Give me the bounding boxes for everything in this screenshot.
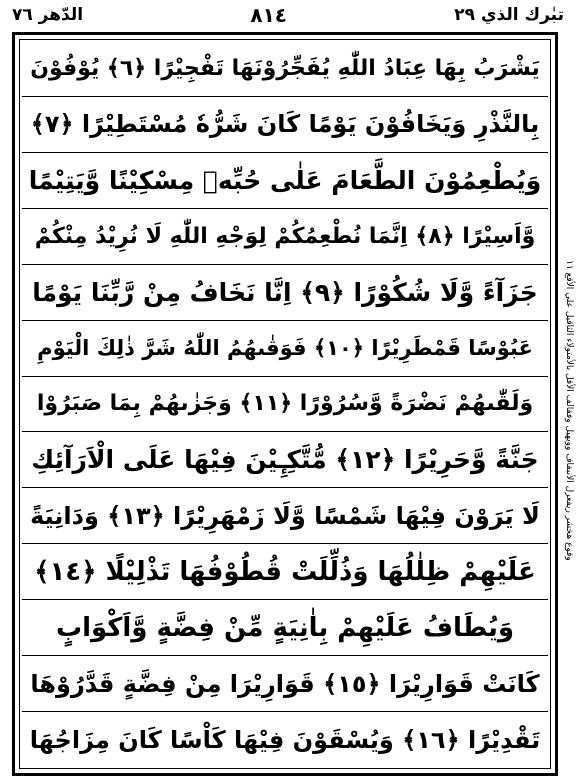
- text-line: [22, 656, 548, 712]
- text-line: [22, 153, 548, 209]
- page-header: [12, 0, 564, 30]
- line-text: وَيُطَافُ عَلَيْهِمْ بِاٰنِيَةٍ مِّنْ فِضَّةٍ وَّاَكْوَابٍ: [55, 612, 515, 643]
- text-line: [22, 544, 548, 600]
- text-line: [22, 97, 548, 153]
- juz-label: تبٰرك الذي ٢٩: [454, 5, 564, 25]
- line-text: وَيُطْعِمُوْنَ الطَّعَامَ عَلٰى حُبِّهٖ مِسْكِيْنًا وَّيَتِيْمًا: [28, 165, 542, 195]
- text-line: [22, 41, 548, 97]
- line-text: يَشْرَبُ بِهَا عِبَادُ اللّٰهِ يُفَجِّرُوْنَهَا تَفْجِيْرًا ﴿٦﴾ يُوْفُوْنَ: [30, 55, 540, 81]
- line-text: عَبُوْسًا قَمْطَرِيْرًا ﴿١٠﴾ فَوَقٰىهُمُ اللّٰهُ شَرَّ ذٰلِكَ الْيَوْمِ: [37, 336, 533, 361]
- text-line: [22, 488, 548, 544]
- text-line: [22, 712, 548, 767]
- line-text: جَنَّةً وَّحَرِيْرًا ﴿١٢﴾ مُّتَّكِـِٕيْنَ فِيْهَا عَلَى الْاَرَآئِكِ: [31, 445, 539, 475]
- margin-note-text: وقوع هخشر ريفعرل الأنبقاف وويهيل وفقالف الأقل بالأمتولاء الثاقيل علي الأقع ١١: [564, 259, 574, 561]
- surah-label: الدّهر ٧٦: [12, 5, 84, 25]
- margin-note: [560, 60, 578, 760]
- text-line: [22, 209, 548, 265]
- line-text: وَّاَسِيْرًا ﴿٨﴾ اِنَّمَا نُطْعِمُكُمْ لِوَجْهِ اللّٰهِ لَا نُرِيْدُ مِنْكُمْ: [34, 223, 536, 249]
- line-text: عَلَيْهِمْ ظِلٰلُهَا وَذُلِّلَتْ قُطُوْفُهَا تَذْلِيْلًا ﴿١٤﴾: [34, 556, 536, 587]
- line-text: كَانَتْ قَوَارِيْرَا ﴿١٥﴾ قَوَارِيْرَا مِنْ فِضَّةٍ قَدَّرُوْهَا: [30, 669, 540, 698]
- text-line: [22, 321, 548, 377]
- text-line: [22, 377, 548, 433]
- line-text: لَا يَرَوْنَ فِيْهَا شَمْسًا وَّلَا زَمْهَرِيْرًا ﴿١٣﴾ وَدَانِيَةً: [30, 501, 540, 530]
- line-text: تَقْدِيْرًا ﴿١٦﴾ وَيُسْقَوْنَ فِيْهَا كَاْسًا كَانَ مِزَاجُهَا: [29, 725, 541, 754]
- line-text: وَلَقّٰىهُمْ نَضْرَةً وَّسُرُوْرًا ﴿١١﴾ وَجَزٰىهُمْ بِمَا صَبَرُوْا: [36, 391, 534, 417]
- line-text: بِالنَّذْرِ وَيَخَافُوْنَ يَوْمًا كَانَ شَرُّهٗ مُسْتَطِيْرًا ﴿٧﴾: [30, 110, 540, 139]
- text-line: [22, 432, 548, 488]
- line-text: جَزَآءً وَّلَا شُكُوْرًا ﴿٩﴾ اِنَّا نَخَافُ مِنْ رَّبِّنَا يَوْمًا: [32, 277, 538, 307]
- text-lines: [22, 41, 548, 767]
- page-number: ٨١٤: [250, 3, 287, 27]
- text-line: [22, 265, 548, 321]
- text-line: [22, 600, 548, 656]
